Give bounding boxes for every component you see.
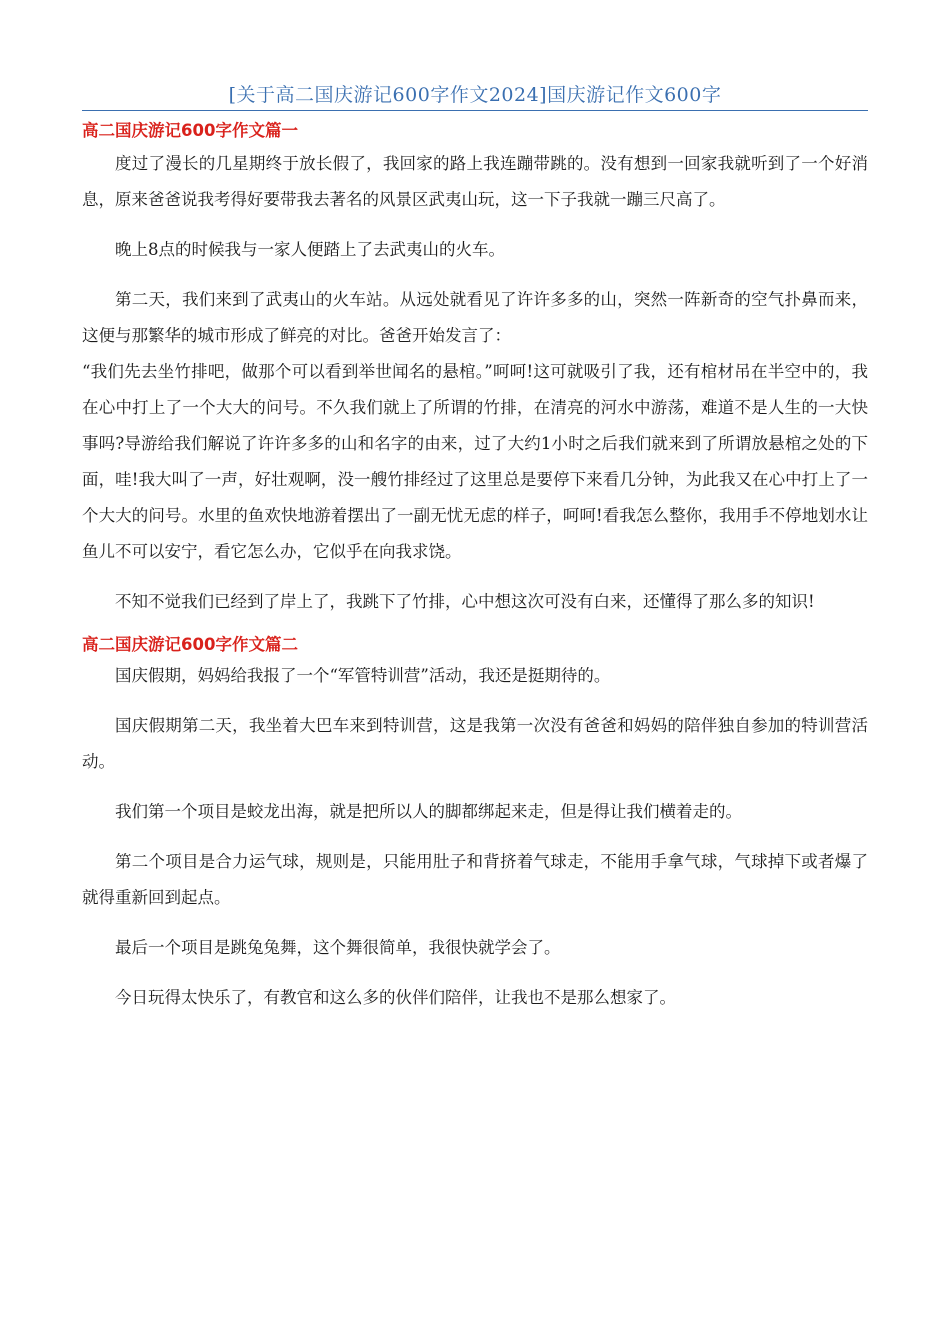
page-header [82,80,868,111]
section-heading: 高二国庆游记600字作文篇二 [82,635,298,654]
paragraph: 度过了漫长的几星期终于放长假了，我回家的路上我连蹦带跳的。没有想到一回家我就听到了一个好消息，原来爸爸说我考得好要带我去著名的风景区武夷山玩，这一下子我就一蹦三尺高了。 [82,154,868,209]
paragraph: 不知不觉我们已经到了岸上了，我跳下了竹排，心中想这次可没有白来，还懂得了那么多的知识! [115,592,815,611]
section-2 [82,632,868,1016]
paragraph: 第二个项目是合力运气球，规则是，只能用肚子和背挤着气球走，不能用手拿气球，气球掉下或者爆了就得重新回到起点。 [82,852,868,907]
paragraph: “我们先去坐竹排吧，做那个可以看到举世闻名的悬棺。”呵呵!这可就吸引了我，还有棺材吊在半空中的，我在心中打上了一个大大的问号。不久我们就上了所谓的竹排，在清亮的河水中游荡，难道不是人生的一大快事吗?导游给我们解说了许许多多的山和名字的由来，过了大约1小时之后我们就来到了所谓放悬棺之处的下面，哇!我大叫了一声，好壮观啊，没一艘竹排经过了这里总是要停下来看几分钟，为此我又在心中打上了一个大大的问号。水里的鱼欢快地游着摆出了一副无忧无虑的样子，呵呵!看我怎么整你，我用手不停地划水让鱼儿不可以安宁，看它怎么办，它似乎在向我求饶。 [82,362,868,561]
document-title: [关于高二国庆游记600字作文2024]国庆游记作文600字 [228,84,722,106]
document-body [82,118,868,1016]
paragraph: 国庆假期第二天，我坐着大巴车来到特训营，这是我第一次没有爸爸和妈妈的陪伴独自参加的特训营活动。 [82,716,868,771]
paragraph: 第二天，我们来到了武夷山的火车站。从远处就看见了许许多多的山，突然一阵新奇的空气扑鼻而来，这便与那繁华的城市形成了鲜亮的对比。爸爸开始发言了： [82,290,868,345]
paragraph: 最后一个项目是跳兔兔舞，这个舞很简单，我很快就学会了。 [115,938,561,957]
section-1 [82,118,868,620]
paragraph: 今日玩得太快乐了，有教官和这么多的伙伴们陪伴，让我也不是那么想家了。 [115,988,676,1007]
paragraph: 我们第一个项目是蛟龙出海，就是把所以人的脚都绑起来走，但是得让我们横着走的。 [115,802,742,821]
section-heading: 高二国庆游记600字作文篇一 [82,121,298,140]
paragraph: 国庆假期，妈妈给我报了一个“军管特训营”活动，我还是挺期待的。 [115,666,611,685]
paragraph: 晚上8点的时候我与一家人便踏上了去武夷山的火车。 [115,240,505,259]
